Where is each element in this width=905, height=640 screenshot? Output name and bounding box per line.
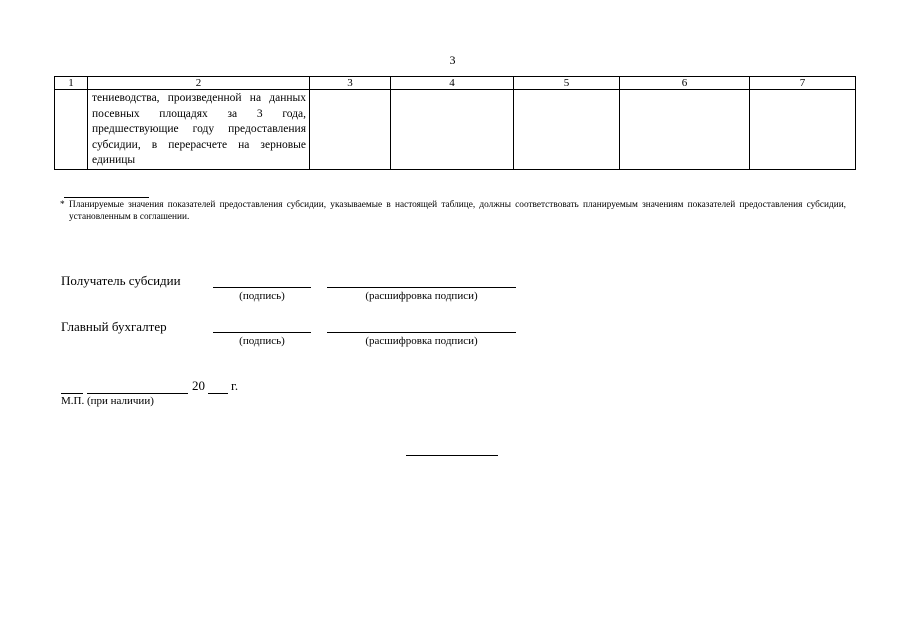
footnote-marker: * bbox=[60, 200, 65, 210]
table-cell bbox=[620, 90, 750, 170]
indicator-description: тениеводства, произведенной на данных посевных площадях за 3 года, предшествующие году предоставления субсидии, в перерасчете на зерновые единицы bbox=[92, 92, 306, 166]
accountant-decode-line bbox=[327, 332, 516, 333]
accountant-signature-caption: (подпись) bbox=[239, 335, 285, 347]
table-header-cell: 3 bbox=[310, 77, 391, 90]
date-year-line bbox=[208, 393, 228, 394]
table-cell bbox=[310, 90, 391, 170]
page-number: 3 bbox=[449, 53, 456, 67]
footnote bbox=[60, 199, 846, 223]
date-month-line bbox=[87, 393, 188, 394]
end-separator bbox=[406, 455, 498, 456]
footnote-text: Планируемые значения показателей предоставления субсидии, указываемые в настоящей таблице, должны соответствовать планируемым значениям показателей предоставления субсидии, установленным в соглашении. bbox=[69, 200, 846, 222]
table-cell bbox=[750, 90, 856, 170]
recipient-signature-caption: (подпись) bbox=[239, 290, 285, 302]
indicator-table bbox=[54, 76, 856, 170]
accountant-signature-line bbox=[213, 332, 311, 333]
table-header-cell: 4 bbox=[391, 77, 514, 90]
table-header-cell: 6 bbox=[620, 77, 750, 90]
table-cell bbox=[55, 90, 88, 170]
accountant-label: Главный бухгалтер bbox=[61, 319, 167, 334]
table-header-cell: 2 bbox=[88, 77, 310, 90]
table-row bbox=[55, 90, 856, 170]
stamp-note: М.П. (при наличии) bbox=[61, 395, 154, 407]
table-cell bbox=[514, 90, 620, 170]
date-day-line bbox=[61, 393, 83, 394]
table-header-row bbox=[55, 77, 856, 90]
date-year-prefix: 20 bbox=[192, 378, 205, 393]
recipient-decode-line bbox=[327, 287, 516, 288]
footnote-separator bbox=[64, 197, 149, 198]
table-cell bbox=[88, 90, 310, 170]
recipient-label: Получатель субсидии bbox=[61, 273, 181, 288]
table-header-cell: 1 bbox=[55, 77, 88, 90]
table-header-cell: 7 bbox=[750, 77, 856, 90]
table-header-cell: 5 bbox=[514, 77, 620, 90]
recipient-decode-caption: (расшифровка подписи) bbox=[365, 290, 478, 302]
table-cell bbox=[391, 90, 514, 170]
date-year-suffix: г. bbox=[231, 378, 239, 393]
accountant-decode-caption: (расшифровка подписи) bbox=[365, 335, 478, 347]
recipient-signature-line bbox=[213, 287, 311, 288]
